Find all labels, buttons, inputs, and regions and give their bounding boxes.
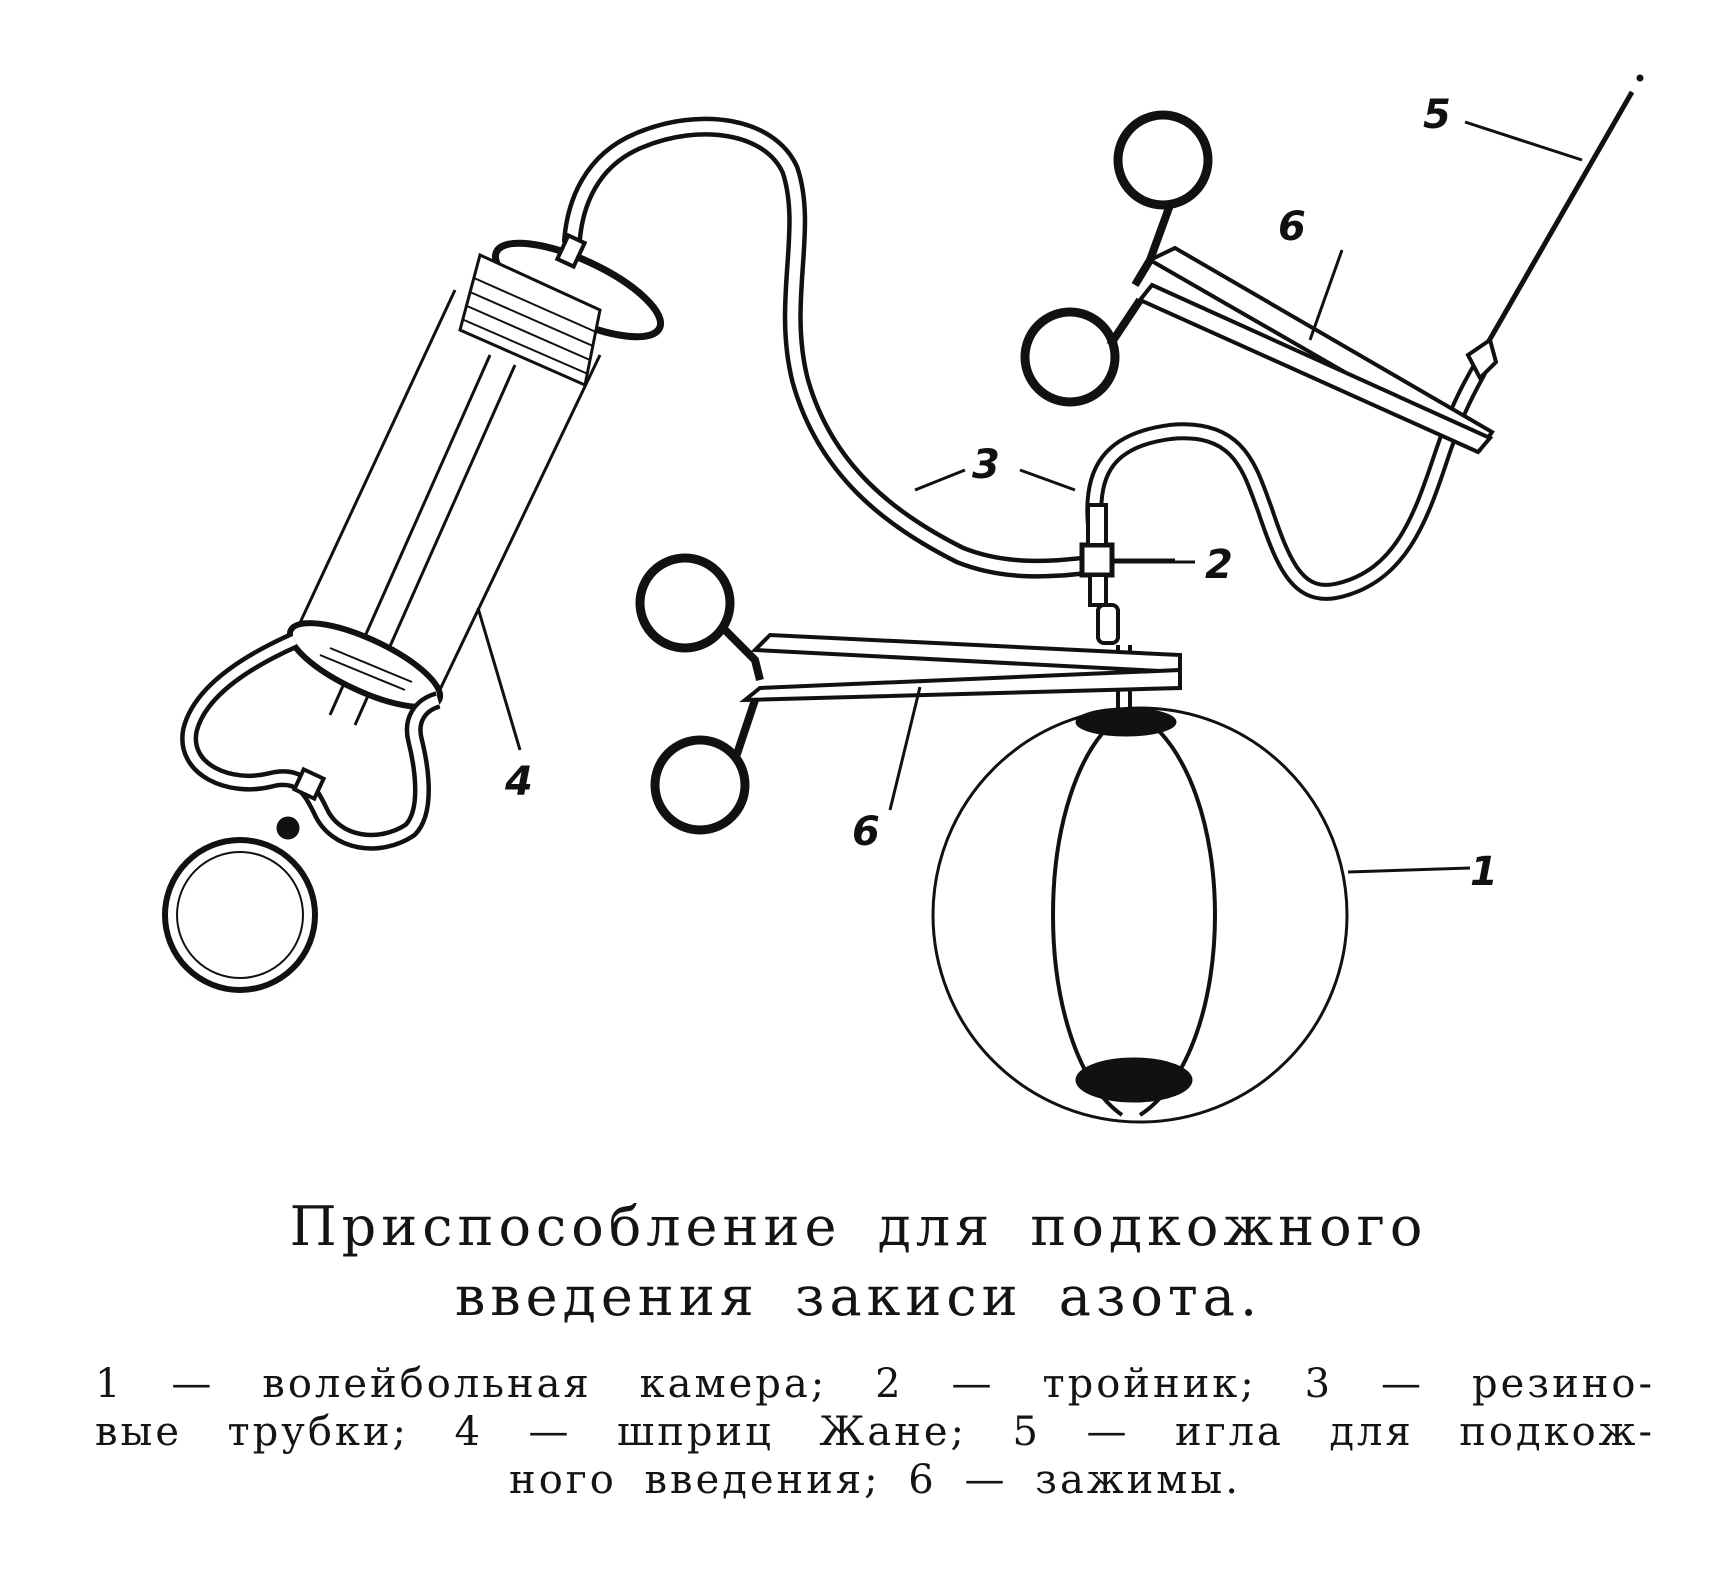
rubber-tube-syringe-to-tee: [572, 127, 1090, 569]
caption-title-line-1: Приспособление для подкожного: [289, 1195, 1428, 1258]
callout-clamp-lower: 6: [852, 809, 880, 855]
legend-line-1: 1 — волейбольная камера; 2 — тройник; 3 — резино-: [95, 1361, 1655, 1407]
figure-caption-title: [0, 1192, 1717, 1332]
syringe-thumb-ring: [165, 840, 315, 990]
caption-title-line-2: введения закиси азота.: [454, 1265, 1263, 1328]
needle: [1468, 75, 1643, 378]
clamp-upper: [1025, 115, 1492, 452]
syringe-barrel-wall-left: [292, 290, 455, 640]
legend-line-3: ного введения; 6 — зажимы.: [509, 1457, 1241, 1503]
callout-needle: 5: [1423, 92, 1451, 138]
syringe-barrel-wall-right: [435, 355, 600, 700]
callout-clamp-upper: 6: [1278, 204, 1306, 250]
legend-line-2: вые трубки; 4 — шприц Жане; 5 — игла для подкож-: [95, 1409, 1655, 1455]
figure-legend: [95, 1360, 1655, 1504]
janet-syringe: [165, 225, 672, 990]
callout-syringe: 4: [505, 759, 533, 805]
callout-tubes: 3: [972, 442, 1000, 488]
callout-tee: 2: [1205, 542, 1233, 588]
volleyball-bladder: [933, 708, 1347, 1122]
callout-ball: 1: [1470, 849, 1498, 895]
